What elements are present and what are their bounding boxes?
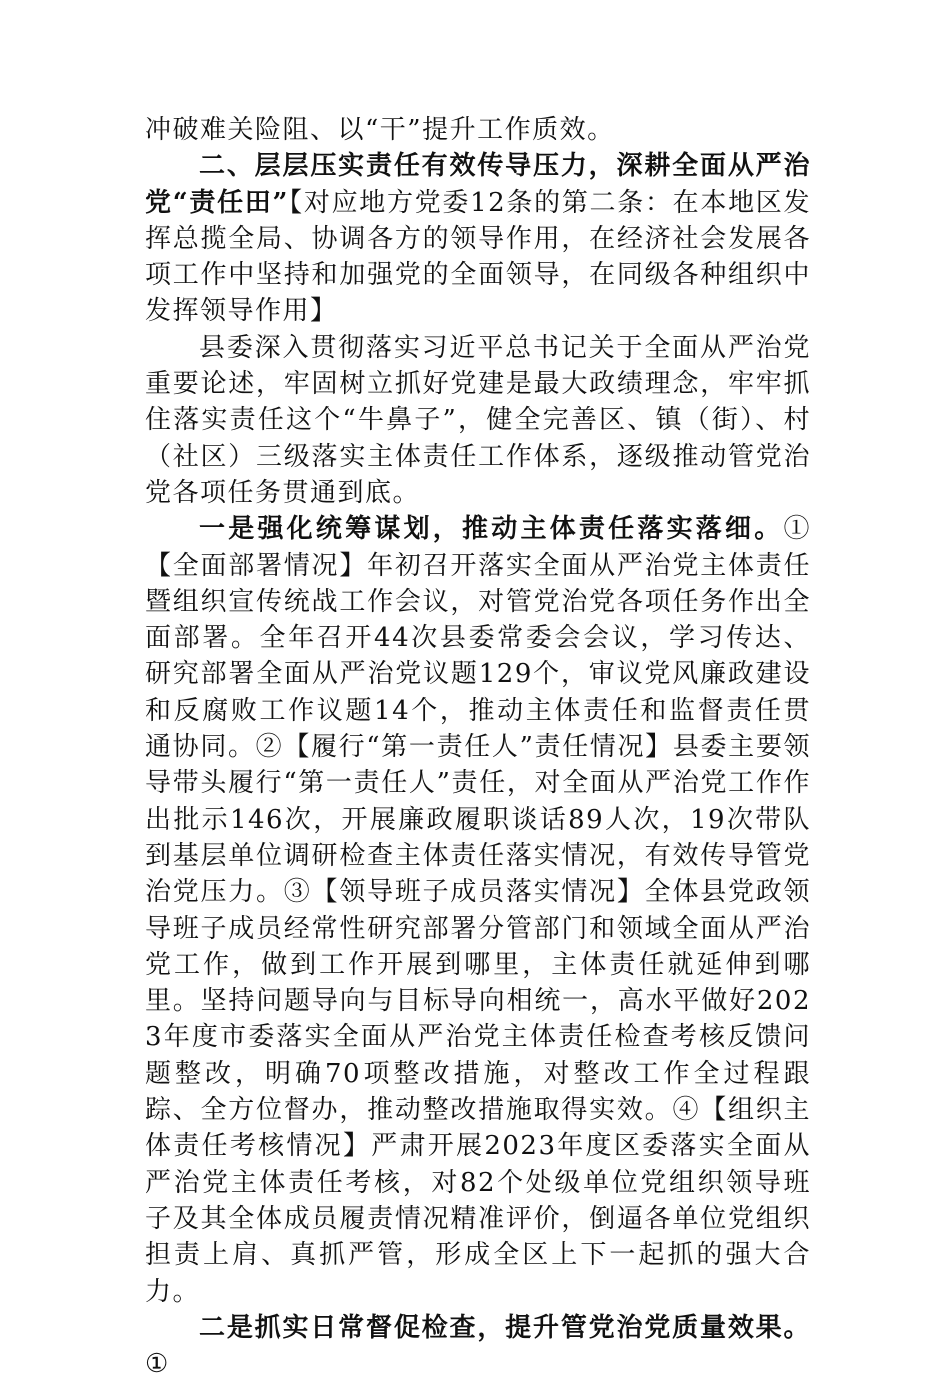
section-heading-note: 【对应地方党委12条的第二条：在本地区发挥总揽全局、协调各方的领导作用，在经济社会发展各项工作中坚持和加强党的全面领导，在同级各种组织中发挥领导作用】 bbox=[145, 187, 811, 327]
paragraph-item-1 bbox=[145, 511, 811, 1310]
document-page bbox=[145, 112, 811, 1382]
paragraph-intro: 县委深入贯彻落实习近平总书记关于全面从严治党重要论述，牢固树立抓好党建是最大政绩理念，牢牢抓住落实责任这个“牛鼻子”，健全完善区、镇（街）、村（社区）三级落实主体责任工作体系，逐级推动管党治党各项任务贯通到底。 bbox=[145, 332, 811, 508]
section-heading-2 bbox=[145, 148, 811, 329]
item-2-lead: 二是抓实日常督促检查，提升管党治党质量效果。 bbox=[199, 1312, 811, 1343]
paragraph-continuation: 冲破难关险阻、以“干”提升工作质效。 bbox=[145, 115, 615, 145]
item-1-lead: 一是强化统筹谋划，推动主体责任落实落细。 bbox=[199, 514, 784, 545]
paragraph-item-2 bbox=[145, 1310, 811, 1382]
item-1-body: ①【全面部署情况】年初召开落实全面从严治党主体责任暨组织宣传统战工作会议，对管党治党各项任务作出全面部署。全年召开44次县委常委会会议，学习传达、研究部署全面从严治党议题129个，审议党风廉政建设和反腐败工作议题14个，推动主体责任和监督责任贯通协同。②【履行“第一责任人”责任情况】县委主要领导带头履行“第一责任人”责任，对全面从严治党工作作出批示146次，开展廉政履职谈话89人次，19次带队到基层单位调研检查主体责任落实情况，有效传导管党治党压力。③【领导班子成员落实情况】全体县党政领导班子成员经常性研究部署分管部门和领域全面从严治党工作，做到工作开展到哪里，主体责任就延伸到哪里。坚持问题导向与目标导向相统一，高水平做好2023年度市委落实全面从严治党主体责任检查考核反馈问题整改，明确70项整改措施，对整改工作全过程跟踪、全方位督办，推动整改措施取得实效。④【组织主体责任考核情况】严肃开展2023年度区委落实全面从严治党主体责任考核，对82个处级单位党组织领导班子及其全体成员履责情况精准评价，倒逼各单位党组织担责上肩、真抓严管，形成全区上下一起抓的强大合力。 bbox=[145, 514, 811, 1307]
item-2-body: ① bbox=[145, 1349, 170, 1380]
section-heading-text: 二、层层压实责任有效传导压力，深耕全面从严治党“责任田” bbox=[145, 151, 811, 218]
